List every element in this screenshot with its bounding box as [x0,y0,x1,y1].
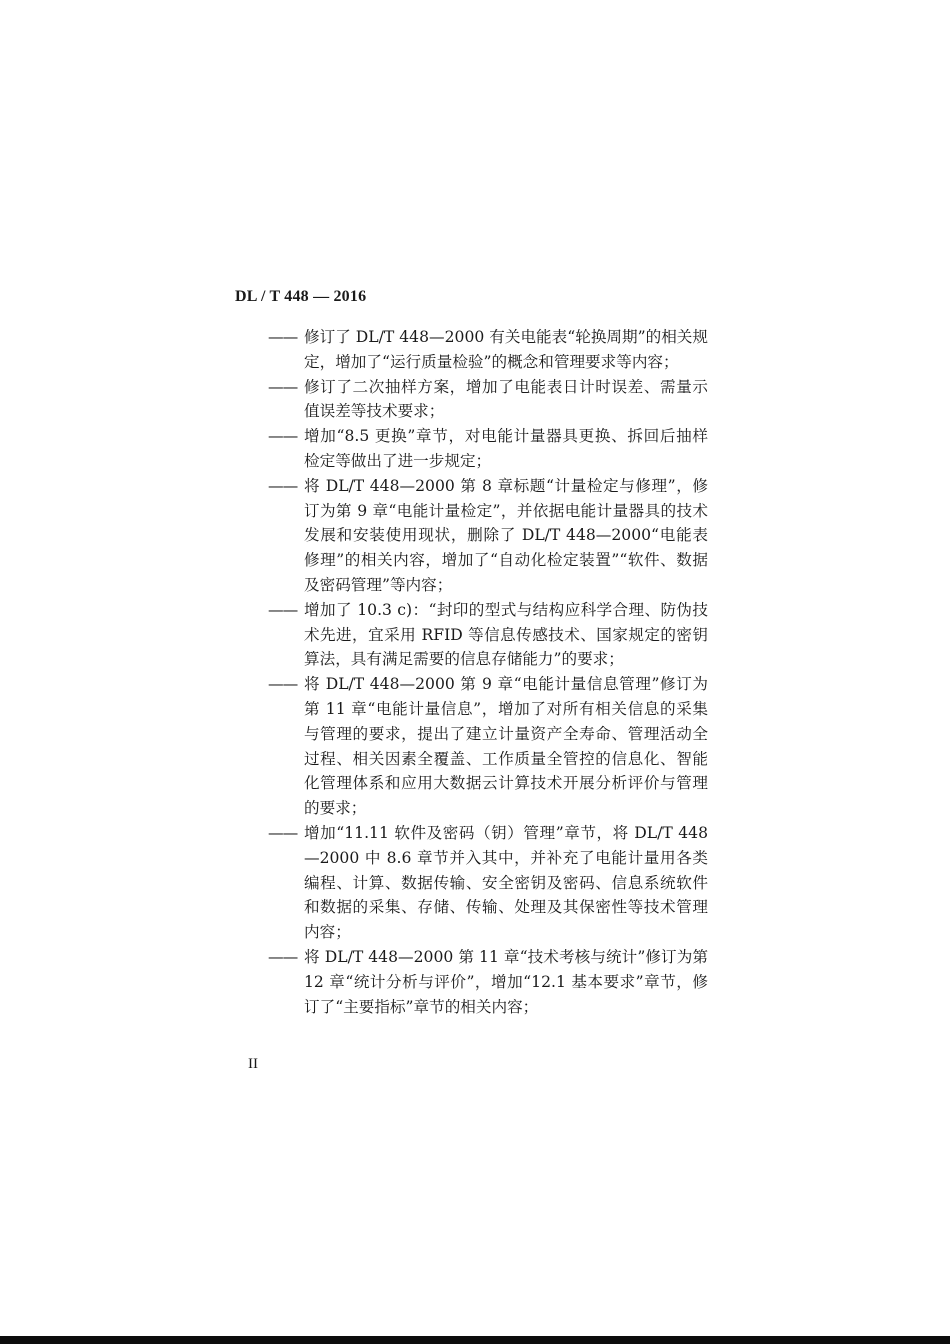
item-dash: —— [268,600,298,619]
list-item [268,672,708,821]
list-item [268,945,708,1019]
list-item [268,424,708,474]
item-dash: —— [268,427,298,446]
item-dash: —— [268,377,298,396]
list-item [268,474,708,598]
list-item-text: 将 DL/T 448—2000 第 9 章“电能计量信息管理”修订为第 11 章“电能计量信息”，增加了对所有相关信息的采集与管理的要求，提出了建立计量资产全寿命、管理活动全过程、相关因素全覆盖、工作质量全管控的信息化、智能化管理体系和应用大数据云计算技术开展分析评价与管理的要求； [304,675,708,818]
list-item [268,821,708,945]
list-item-text: 增加“11.11 软件及密码（钥）管理”章节，将 DL/T 448—2000 中 8.6 章节并入其中，并补充了电能计量用各类编程、计算、数据传输、安全密钥及密码、信息系统软件和数据的采集、存储、传输、处理及其保密性等技术管理内容； [304,823,708,942]
list-item-text: 修订了 DL/T 448—2000 有关电能表“轮换周期”的相关规定，增加了“运行质量检验”的概念和管理要求等内容； [304,328,708,371]
item-dash: —— [268,476,298,495]
list-item-text: 将 DL/T 448—2000 第 8 章标题“计量检定与修理”，修订为第 9 章“电能计量检定”，并依据电能计量器具的技术发展和安装使用现状，删除了 DL/T 448—2000“电能表修理”的相关内容，增加了“自动化检定装置”“软件、数据及密码管理”等内容； [304,476,708,594]
page-edge-divider [0,1336,950,1344]
item-dash: —— [268,675,298,694]
revision-changes-list [268,325,708,1019]
list-item [268,325,708,375]
list-item-text: 将 DL/T 448—2000 第 11 章“技术考核与统计”修订为第 12 章“统计分析与评价”，增加“12.1 基本要求”章节，修订了“主要指标”章节的相关内容； [304,947,708,1016]
list-item-text: 增加了 10.3 c)：“封印的型式与结构应科学合理、防伪技术先进，宜采用 RFID 等信息传感技术、国家规定的密钥算法，具有满足需要的信息存储能力”的要求； [304,600,708,669]
standard-code-header: DL / T 448 — 2016 [235,288,367,305]
list-item-text: 增加“8.5 更换”章节，对电能计量器具更换、拆回后抽样检定等做出了进一步规定； [304,427,708,470]
page-number: II [248,1056,258,1072]
item-dash: —— [268,823,298,842]
list-item [268,375,708,425]
item-dash: —— [268,947,298,966]
list-item-text: 修订了二次抽样方案，增加了电能表日计时误差、需量示值误差等技术要求； [304,377,708,421]
item-dash: —— [268,328,298,346]
list-item [268,598,708,672]
